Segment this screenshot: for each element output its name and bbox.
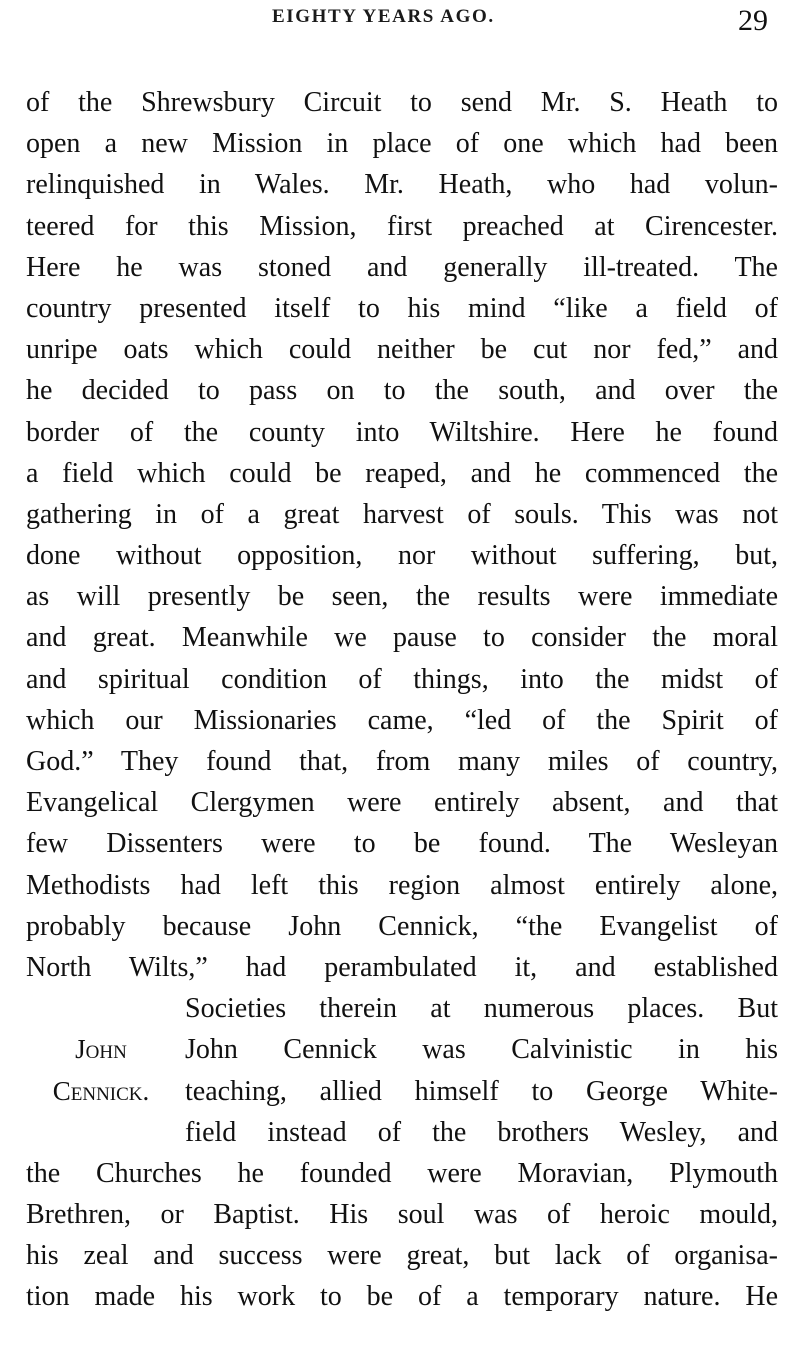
text-line: border of the county into Wiltshire. Here he found — [26, 416, 778, 448]
side-note-cennick: Cennick. — [52, 1075, 150, 1106]
text-line: done without opposition, nor without suffering, but, — [26, 540, 778, 572]
text-line-indented: field instead of the brothers Wesley, and — [185, 1116, 778, 1148]
body-text — [26, 82, 778, 1318]
text-line-indented: teaching, allied himself to George White- — [185, 1075, 778, 1107]
text-line: tion made his work to be of a temporary nature. He — [26, 1281, 778, 1313]
text-line-indented: Societies therein at numerous places. But — [185, 993, 778, 1025]
text-line: few Dissenters were to be found. The Wesleyan — [26, 828, 778, 860]
text-line: which our Missionaries came, “led of the Spirit of — [26, 704, 778, 736]
text-line: unripe oats which could neither be cut nor fed,” and — [26, 334, 778, 366]
running-head: EIGHTY YEARS AGO. — [272, 6, 495, 27]
side-note-row — [26, 1029, 778, 1070]
text-line: probably because John Cennick, “the Evangelist of — [26, 910, 778, 942]
side-note-john: John — [75, 1034, 127, 1065]
text-line: teered for this Mission, first preached at Cirencester. — [26, 210, 778, 242]
text-line: North Wilts,” had perambulated it, and established — [26, 951, 778, 983]
text-line: and spiritual condition of things, into the midst of — [26, 663, 778, 695]
text-line: Brethren, or Baptist. His soul was of heroic mould, — [26, 1199, 778, 1231]
text-line: relinquished in Wales. Mr. Heath, who had volun- — [26, 169, 778, 201]
text-line: Methodists had left this region almost entirely alone, — [26, 869, 778, 901]
text-line: Here he was stoned and generally ill-treated. The — [26, 251, 778, 283]
text-line: his zeal and success were great, but lack of organisa- — [26, 1240, 778, 1272]
text-line: country presented itself to his mind “like a field of — [26, 292, 778, 324]
text-line: as will presently be seen, the results were immediate — [26, 581, 778, 613]
text-line: open a new Mission in place of one which had been — [26, 128, 778, 160]
text-line: he decided to pass on to the south, and over the — [26, 375, 778, 407]
text-line: the Churches he founded were Moravian, Plymouth — [26, 1157, 778, 1189]
text-line: Evangelical Clergymen were entirely absent, and that — [26, 787, 778, 819]
text-line-indented: John Cennick was Calvinistic in his — [185, 1034, 778, 1066]
text-line: a field which could be reaped, and he commenced the — [26, 457, 778, 489]
text-line: gathering in of a great harvest of souls. This was not — [26, 498, 778, 530]
side-note-row — [26, 1071, 778, 1112]
page-number: 29 — [738, 4, 768, 37]
text-line: God.” They found that, from many miles of country, — [26, 746, 778, 777]
text-line: of the Shrewsbury Circuit to send Mr. S. Heath to — [26, 87, 778, 118]
page-header — [0, 0, 800, 50]
text-line: and great. Meanwhile we pause to consider the moral — [26, 622, 778, 654]
